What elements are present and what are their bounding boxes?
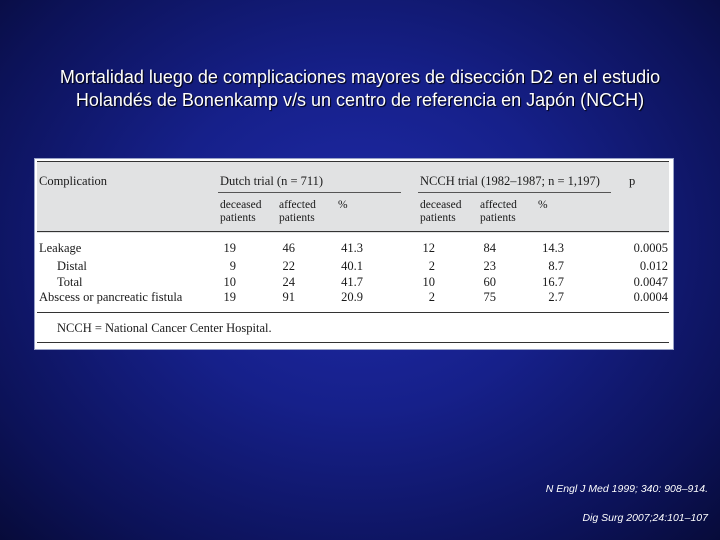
row-label: Leakage [39, 241, 82, 255]
header-dutch-trial: Dutch trial (n = 711) [220, 174, 324, 188]
subheader-dutch-deceased [220, 199, 262, 225]
table-cell: 84 [483, 241, 496, 255]
table-cell: 12 [422, 241, 435, 255]
footnote-bottom-rule [37, 342, 669, 343]
row-label: Abscess or pancreatic fistula [39, 290, 183, 304]
dutch-deceased-line2: patients [220, 212, 256, 224]
row-label: Total [57, 275, 83, 289]
ncch-affected-line1: affected [480, 199, 517, 211]
subheader-ncch-affected [480, 199, 517, 225]
table-cell: 2 [428, 290, 435, 304]
reference-nejm: N Engl J Med 1999; 340: 908–914. [545, 483, 708, 495]
table-cell: 46 [282, 241, 295, 255]
subheader-dutch-pct: % [338, 199, 348, 211]
complications-table [34, 158, 674, 350]
table-cell: 2.7 [548, 290, 564, 304]
dutch-deceased-line1: deceased [220, 199, 262, 211]
table-cell: 91 [282, 290, 295, 304]
table-cell: 8.7 [548, 259, 564, 273]
slide-title: Mortalidad luego de complicaciones mayores de disección D2 en el estudio Holandés de Bonenkamp v/s un centro de referencia en Japón (NCCH) [59, 67, 661, 110]
table-cell: 19 [223, 241, 236, 255]
top-rule [37, 161, 669, 162]
table-cell: 23 [483, 259, 496, 273]
table-cell: 10 [223, 275, 236, 289]
dutch-affected-line2: patients [279, 212, 315, 224]
table-cell: 41.3 [341, 241, 363, 255]
dutch-affected-line1: affected [279, 199, 316, 211]
table-cell: 60 [483, 275, 496, 289]
table-cell: 9 [229, 259, 236, 273]
table-cell: 20.9 [341, 290, 363, 304]
dutch-group-rule [218, 192, 401, 193]
table-cell: 16.7 [542, 275, 564, 289]
table-cell: 75 [483, 290, 496, 304]
table-cell: 41.7 [341, 275, 363, 289]
reference-dig-surg: Dig Surg 2007;24:101–107 [582, 512, 708, 524]
table-cell: 0.0047 [633, 275, 668, 289]
header-ncch-trial: NCCH trial (1982–1987; n = 1,197) [420, 174, 600, 188]
table-cell: 14.3 [542, 241, 564, 255]
table-cell: 24 [282, 275, 295, 289]
table-cell: 0.0005 [633, 241, 668, 255]
table-cell: 19 [223, 290, 236, 304]
ncch-affected-line2: patients [480, 212, 516, 224]
table-cell: 2 [428, 259, 435, 273]
subheader-ncch-pct: % [538, 199, 548, 211]
table-cell: 40.1 [341, 259, 363, 273]
header-p-value: p [629, 174, 636, 188]
table-header-background [37, 161, 669, 233]
table-cell: 10 [422, 275, 435, 289]
table-footnote: NCCH = National Cancer Center Hospital. [57, 321, 272, 335]
table-cell: 22 [282, 259, 295, 273]
row-label: Distal [57, 259, 87, 273]
subheader-ncch-deceased [420, 199, 462, 225]
ncch-deceased-line2: patients [420, 212, 456, 224]
table-cell: 0.0004 [633, 290, 668, 304]
table-cell: 0.012 [639, 259, 668, 273]
header-complication: Complication [39, 174, 108, 188]
body-bottom-rule [37, 312, 669, 313]
ncch-group-rule [418, 192, 611, 193]
subheader-dutch-affected [279, 199, 316, 225]
header-bottom-rule [37, 231, 669, 232]
ncch-deceased-line1: deceased [420, 199, 462, 211]
